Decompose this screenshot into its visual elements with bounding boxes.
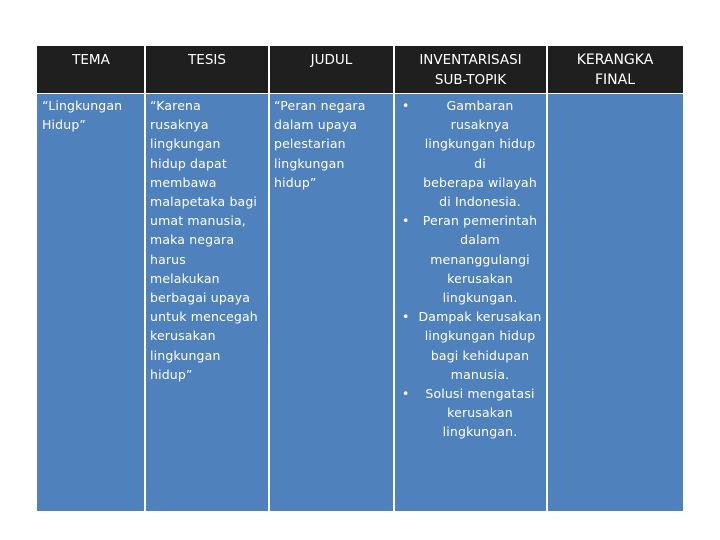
tesis-line: maka negara — [150, 232, 235, 248]
subtopik-line: kerusakan — [447, 405, 513, 421]
header-inventarisasi-line2: SUB-TOPIK — [434, 72, 507, 88]
tesis-line: kerusakan — [150, 328, 216, 344]
subtopik-line: bagi kehidupan — [430, 347, 530, 363]
subtopik-item — [399, 211, 543, 307]
judul-line: hidup” — [274, 174, 317, 190]
bullet-icon: • — [402, 386, 410, 402]
subtopik-line: lingkungan. — [442, 424, 518, 440]
judul-line: lingkungan — [274, 155, 345, 171]
subtopik-line: kerusakan — [447, 270, 513, 286]
cell-subtopik — [394, 93, 547, 511]
subtopik-line: lingkungan hidup di — [424, 136, 536, 171]
column-divider — [393, 46, 395, 511]
subtopik-line: lingkungan. — [442, 290, 518, 306]
header-tema — [37, 46, 145, 93]
tesis-line: harus — [150, 251, 186, 267]
tesis-text — [150, 96, 265, 384]
cell-tema — [37, 93, 145, 511]
subtopik-line: Solusi mengatasi — [425, 386, 535, 402]
subtopik-line: beberapa wilayah — [423, 174, 537, 190]
judul-line: pelestarian — [274, 136, 346, 152]
subtopik-item — [399, 384, 543, 442]
judul-line: “Peran negara — [274, 98, 366, 113]
column-divider — [144, 46, 146, 511]
header-judul — [269, 46, 394, 93]
header-kerangka-final — [547, 46, 683, 93]
column-divider — [546, 46, 548, 511]
bullet-icon: • — [402, 213, 410, 229]
header-kerangka-line1: KERANGKA — [576, 52, 654, 68]
header-tesis — [145, 46, 269, 93]
column-divider — [268, 46, 270, 511]
subtopik-line: manusia. — [450, 366, 510, 382]
subtopik-line: Peran pemerintah — [422, 213, 538, 229]
header-judul-label: JUDUL — [310, 52, 353, 68]
subtopik-line: lingkungan hidup — [424, 328, 536, 344]
tesis-line: melakukan — [150, 270, 220, 286]
bullet-icon: • — [402, 98, 410, 113]
cell-judul — [269, 93, 394, 511]
header-inventarisasi-line1: INVENTARISASI — [419, 52, 522, 68]
subtopik-line: menanggulangi — [430, 251, 530, 267]
header-tema-label: TEMA — [72, 52, 110, 68]
tesis-line: rusaknya — [150, 117, 209, 133]
tesis-line: hidup dapat — [150, 155, 227, 171]
subtopik-line: Dampak kerusakan — [418, 309, 542, 325]
tesis-line: malapetaka bagi — [150, 194, 258, 210]
header-divider — [37, 93, 683, 94]
cell-tesis — [145, 93, 269, 511]
tesis-line: hidup” — [150, 366, 193, 382]
tema-line: “Lingkungan — [42, 98, 123, 113]
subtopik-line: rusaknya — [450, 117, 510, 133]
tesis-line: berbagai upaya — [150, 290, 251, 306]
cell-kerangka-final — [547, 93, 683, 511]
tesis-line: umat manusia, — [150, 213, 246, 229]
tesis-line: “Karena — [150, 98, 201, 113]
header-inventarisasi — [394, 46, 547, 93]
subtopik-line: dalam — [460, 232, 500, 248]
judul-line: dalam upaya — [274, 117, 358, 133]
bullet-icon: • — [402, 309, 410, 325]
header-kerangka-line2: FINAL — [594, 72, 636, 88]
subtopik-item — [399, 96, 543, 211]
tema-text — [42, 96, 141, 134]
judul-text — [274, 96, 390, 192]
subtopik-line: di Indonesia. — [439, 194, 521, 210]
subtopik-item — [399, 307, 543, 384]
topic-table — [37, 46, 683, 511]
subtopik-line: Gambaran — [446, 98, 514, 113]
subtopik-list — [399, 96, 543, 442]
tesis-line: membawa — [150, 174, 217, 190]
tesis-line: lingkungan — [150, 347, 221, 363]
tema-line: Hidup” — [42, 117, 87, 133]
header-tesis-label: TESIS — [188, 52, 226, 68]
tesis-line: lingkungan — [150, 136, 221, 152]
tesis-line: untuk mencegah — [150, 309, 258, 325]
